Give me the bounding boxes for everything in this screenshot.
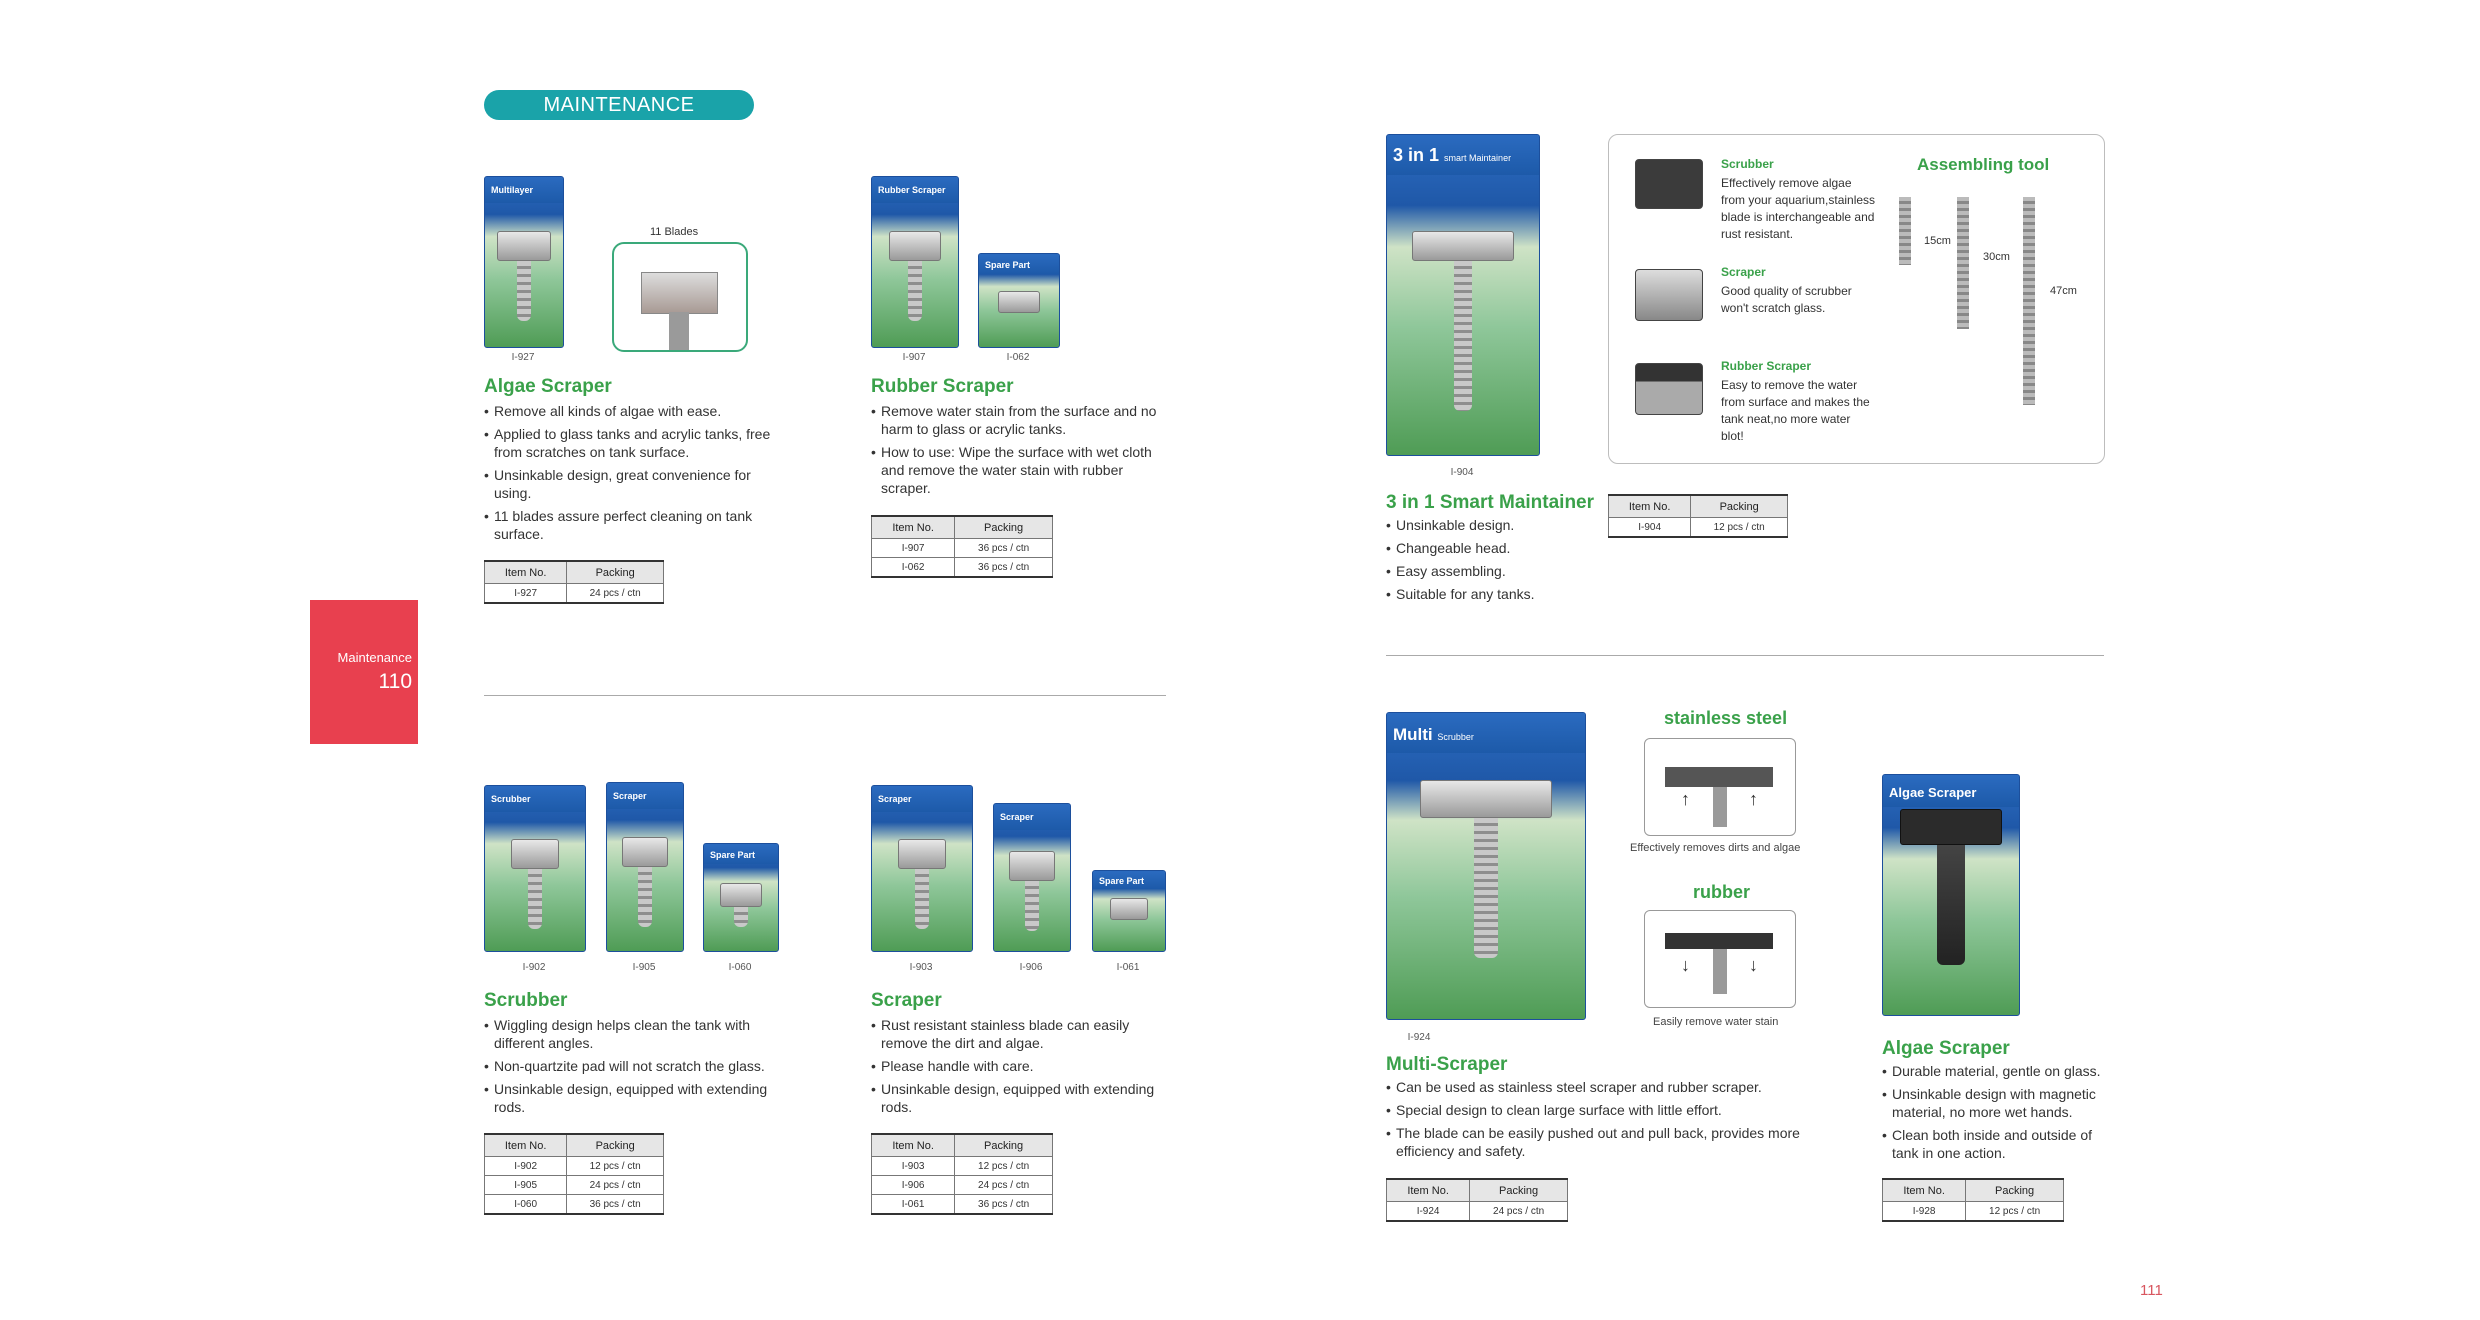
scraper-part-image <box>1635 269 1703 321</box>
table-row <box>872 1195 1053 1215</box>
cell: 12 pcs / ctn <box>1691 518 1788 538</box>
cell: 12 pcs / ctn <box>955 1157 1053 1176</box>
table-row <box>1883 1202 2064 1222</box>
blades-image <box>612 242 748 352</box>
package-subtitle: Scrubber <box>1437 732 1474 742</box>
cell: I-905 <box>485 1176 567 1195</box>
assembling-title: Assembling tool <box>1917 155 2050 174</box>
product-bullets <box>1882 1062 2107 1167</box>
bullet: • Unsinkable design. <box>1386 516 1606 534</box>
product-bullets <box>871 1016 1166 1121</box>
table-row <box>1609 518 1788 538</box>
product-bullets <box>871 402 1166 502</box>
package-label <box>1387 713 1585 753</box>
package-title: 3 in 1 <box>1393 145 1440 165</box>
cell: I-060 <box>485 1195 567 1215</box>
package-label: Scrubber <box>485 786 585 812</box>
bullet: • Easy assembling. <box>1386 562 1606 580</box>
product-code: I-905 <box>632 962 656 973</box>
package-label: Multilayer <box>485 177 563 203</box>
bullet: • Unsinkable design, equipped with extending rods. <box>484 1080 784 1116</box>
spec-table <box>871 515 1053 578</box>
length-label: 30cm <box>1983 251 2010 263</box>
product-title: Scrubber <box>484 990 568 1011</box>
product-package-image <box>1882 774 2020 1016</box>
part-desc: Easy to remove the water from surface and makes the tank neat,no more water blot! <box>1721 378 1870 443</box>
bullet: • Non-quartzite pad will not scratch the glass. <box>484 1057 784 1075</box>
bullet: • Unsinkable design, great convenience for using. <box>484 466 784 502</box>
product-code: I-060 <box>728 962 752 973</box>
product-package-image <box>484 176 564 348</box>
bullet: • The blade can be easily pushed out and pull back, provides more efficiency and safety. <box>1386 1124 1826 1160</box>
product-code: I-906 <box>1019 962 1043 973</box>
col-packing: Packing <box>955 516 1053 539</box>
product-bullets <box>1386 516 1606 608</box>
product-title: 3 in 1 Smart Maintainer <box>1386 492 1595 513</box>
product-package-image <box>484 785 586 952</box>
col-packing: Packing <box>567 1134 664 1157</box>
spec-table <box>871 1133 1053 1215</box>
tool-image <box>889 231 941 321</box>
cell: 12 pcs / ctn <box>1966 1202 2064 1222</box>
spec-table <box>484 1133 664 1215</box>
tool-image <box>1009 851 1055 931</box>
side-tab-label: Maintenance <box>337 650 412 665</box>
product-code: I-902 <box>522 962 546 973</box>
table-row <box>485 1195 664 1215</box>
bullet: • Unsinkable design, equipped with extending rods. <box>871 1080 1166 1116</box>
table-row <box>1387 1202 1568 1222</box>
cell: 36 pcs / ctn <box>567 1195 664 1215</box>
tool-image <box>1110 898 1148 920</box>
product-code: I-927 <box>511 352 535 363</box>
spec-table <box>1608 494 1788 538</box>
part-name: Scrubber <box>1721 157 1774 171</box>
arrow-down-icon: ↓ <box>1749 955 1758 975</box>
bullet: • Clean both inside and outside of tank in one action. <box>1882 1126 2107 1162</box>
col-packing: Packing <box>1966 1179 2064 1202</box>
bullet: • Durable material, gentle on glass. <box>1882 1062 2107 1080</box>
cell: 24 pcs / ctn <box>567 1176 664 1195</box>
cell: 24 pcs / ctn <box>1470 1202 1568 1222</box>
col-item: Item No. <box>485 1134 567 1157</box>
cell: 24 pcs / ctn <box>955 1176 1053 1195</box>
package-label: Scraper <box>994 804 1070 830</box>
cell: I-902 <box>485 1157 567 1176</box>
product-code: I-062 <box>1006 352 1030 363</box>
bullet: • Applied to glass tanks and acrylic tanks, free from scratches on tank surface. <box>484 425 784 461</box>
bullet: • Unsinkable design with magnetic material, no more wet hands. <box>1882 1085 2107 1121</box>
bullet: • 11 blades assure perfect cleaning on tank surface. <box>484 507 784 543</box>
section-banner: MAINTENANCE <box>484 90 754 120</box>
table-row <box>872 558 1053 578</box>
product-code: I-924 <box>1407 1032 1431 1043</box>
page-number: 111 <box>2140 1282 2163 1299</box>
product-package-image <box>871 785 973 952</box>
table-row <box>485 584 664 604</box>
product-package-image <box>871 176 959 348</box>
col-packing: Packing <box>1691 495 1788 518</box>
product-code: I-061 <box>1116 962 1140 973</box>
cell: I-061 <box>872 1195 955 1215</box>
cell: 36 pcs / ctn <box>955 1195 1053 1215</box>
package-label: Algae Scraper <box>1883 775 2019 807</box>
package-label: Scraper <box>872 786 972 812</box>
col-item: Item No. <box>1883 1179 1966 1202</box>
product-title: Algae Scraper <box>1882 1038 2010 1059</box>
product-title: Scraper <box>871 990 942 1011</box>
stainless-title: stainless steel <box>1664 708 1788 728</box>
side-tab <box>310 600 418 744</box>
tool-image <box>497 231 551 321</box>
col-packing: Packing <box>1470 1179 1568 1202</box>
cell: I-928 <box>1883 1202 1966 1222</box>
package-label: Spare Part <box>979 254 1059 274</box>
assembly-tool-medium <box>1957 197 1969 329</box>
product-package-image <box>606 782 684 952</box>
table-row <box>872 539 1053 558</box>
part-name: Scraper <box>1721 265 1766 279</box>
package-label: Scraper <box>607 783 683 809</box>
spec-table <box>484 560 664 604</box>
table-row <box>485 1157 664 1176</box>
product-package-image <box>993 803 1071 952</box>
length-label: 47cm <box>2050 285 2077 297</box>
product-code: I-904 <box>1450 467 1474 478</box>
arrow-up-icon: ↑ <box>1681 789 1690 809</box>
arrow-down-icon: ↓ <box>1681 955 1690 975</box>
arrow-up-icon: ↑ <box>1749 789 1758 809</box>
rubber-caption: Easily remove water stain <box>1653 1016 1779 1028</box>
table-row <box>485 1176 664 1195</box>
tool-image <box>511 839 559 929</box>
tool-image <box>998 291 1040 313</box>
cell: I-927 <box>485 584 567 604</box>
scrubber-part-image <box>1635 159 1703 209</box>
cell: I-907 <box>872 539 955 558</box>
package-subtitle: smart Maintainer <box>1444 153 1512 163</box>
bullet: • Wiggling design helps clean the tank with different angles. <box>484 1016 784 1052</box>
table-row <box>872 1176 1053 1195</box>
cell: I-906 <box>872 1176 955 1195</box>
col-packing: Packing <box>567 561 664 584</box>
spec-table <box>1386 1178 1568 1222</box>
bullet: • Please handle with care. <box>871 1057 1166 1075</box>
product-title: Multi-Scraper <box>1386 1054 1508 1075</box>
side-tab-number: 110 <box>378 670 412 693</box>
product-package-image <box>978 253 1060 348</box>
col-item: Item No. <box>1609 495 1691 518</box>
col-item: Item No. <box>872 516 955 539</box>
blades-label: 11 Blades <box>650 226 699 238</box>
tool-image <box>1900 809 2002 965</box>
product-bullets <box>1386 1078 1826 1165</box>
bullet: • Suitable for any tanks. <box>1386 585 1606 603</box>
col-item: Item No. <box>1387 1179 1470 1202</box>
cell: I-924 <box>1387 1202 1470 1222</box>
product-package-image <box>1386 134 1540 456</box>
table-row <box>872 1157 1053 1176</box>
package-label: Spare Part <box>704 844 778 864</box>
col-item: Item No. <box>485 561 567 584</box>
product-title: Rubber Scraper <box>871 376 1014 397</box>
bullet: • How to use: Wipe the surface with wet cloth and remove the water stain with rubber scraper. <box>871 443 1166 497</box>
assembly-tool-long <box>2023 197 2035 405</box>
bullet: • Remove all kinds of algae with ease. <box>484 402 784 420</box>
bullet: • Remove water stain from the surface and no harm to glass or acrylic tanks. <box>871 402 1166 438</box>
stainless-caption: Effectively removes dirts and algae <box>1630 842 1801 854</box>
cell: 12 pcs / ctn <box>567 1157 664 1176</box>
product-bullets <box>484 402 784 548</box>
product-title: Algae Scraper <box>484 376 612 397</box>
tool-image <box>720 883 762 927</box>
cell: I-062 <box>872 558 955 578</box>
divider-left <box>484 695 1166 696</box>
tool-image <box>898 839 946 929</box>
bullet: • Changeable head. <box>1386 539 1606 557</box>
cell: 36 pcs / ctn <box>955 558 1053 578</box>
part-name: Rubber Scraper <box>1721 359 1812 373</box>
divider-right <box>1386 655 2104 656</box>
cell: 24 pcs / ctn <box>567 584 664 604</box>
rubber-illustration <box>1644 910 1796 1008</box>
bullet: • Special design to clean large surface with little effort. <box>1386 1101 1826 1119</box>
bullet: • Can be used as stainless steel scraper and rubber scraper. <box>1386 1078 1826 1096</box>
part-desc: Effectively remove algae from your aquarium,stainless blade is interchangeable and rust resistant. <box>1721 176 1876 241</box>
tool-image <box>1412 231 1514 411</box>
spec-table <box>1882 1178 2064 1222</box>
col-item: Item No. <box>872 1134 955 1157</box>
tool-image <box>1420 780 1552 958</box>
product-package-image <box>703 843 779 952</box>
col-packing: Packing <box>955 1134 1053 1157</box>
stainless-illustration <box>1644 738 1796 836</box>
product-package-image <box>1092 870 1166 952</box>
cell: I-903 <box>872 1157 955 1176</box>
bullet: • Rust resistant stainless blade can easily remove the dirt and algae. <box>871 1016 1166 1052</box>
product-code: I-903 <box>909 962 933 973</box>
cell: I-904 <box>1609 518 1691 538</box>
package-title: Multi <box>1393 725 1433 744</box>
product-package-image <box>1386 712 1586 1020</box>
tool-image <box>622 837 668 927</box>
assembly-tool-short <box>1899 197 1911 265</box>
package-label: Rubber Scraper <box>872 177 958 203</box>
rubber-title: rubber <box>1693 882 1751 902</box>
part-desc: Good quality of scrubber won't scratch glass. <box>1721 284 1852 315</box>
package-label <box>1387 135 1539 175</box>
rubber-scraper-part-image <box>1635 363 1703 415</box>
package-label: Spare Part <box>1093 871 1165 889</box>
length-label: 15cm <box>1924 235 1951 247</box>
cell: 36 pcs / ctn <box>955 539 1053 558</box>
product-bullets <box>484 1016 784 1121</box>
parts-info-box <box>1608 134 2105 464</box>
product-code: I-907 <box>902 352 926 363</box>
